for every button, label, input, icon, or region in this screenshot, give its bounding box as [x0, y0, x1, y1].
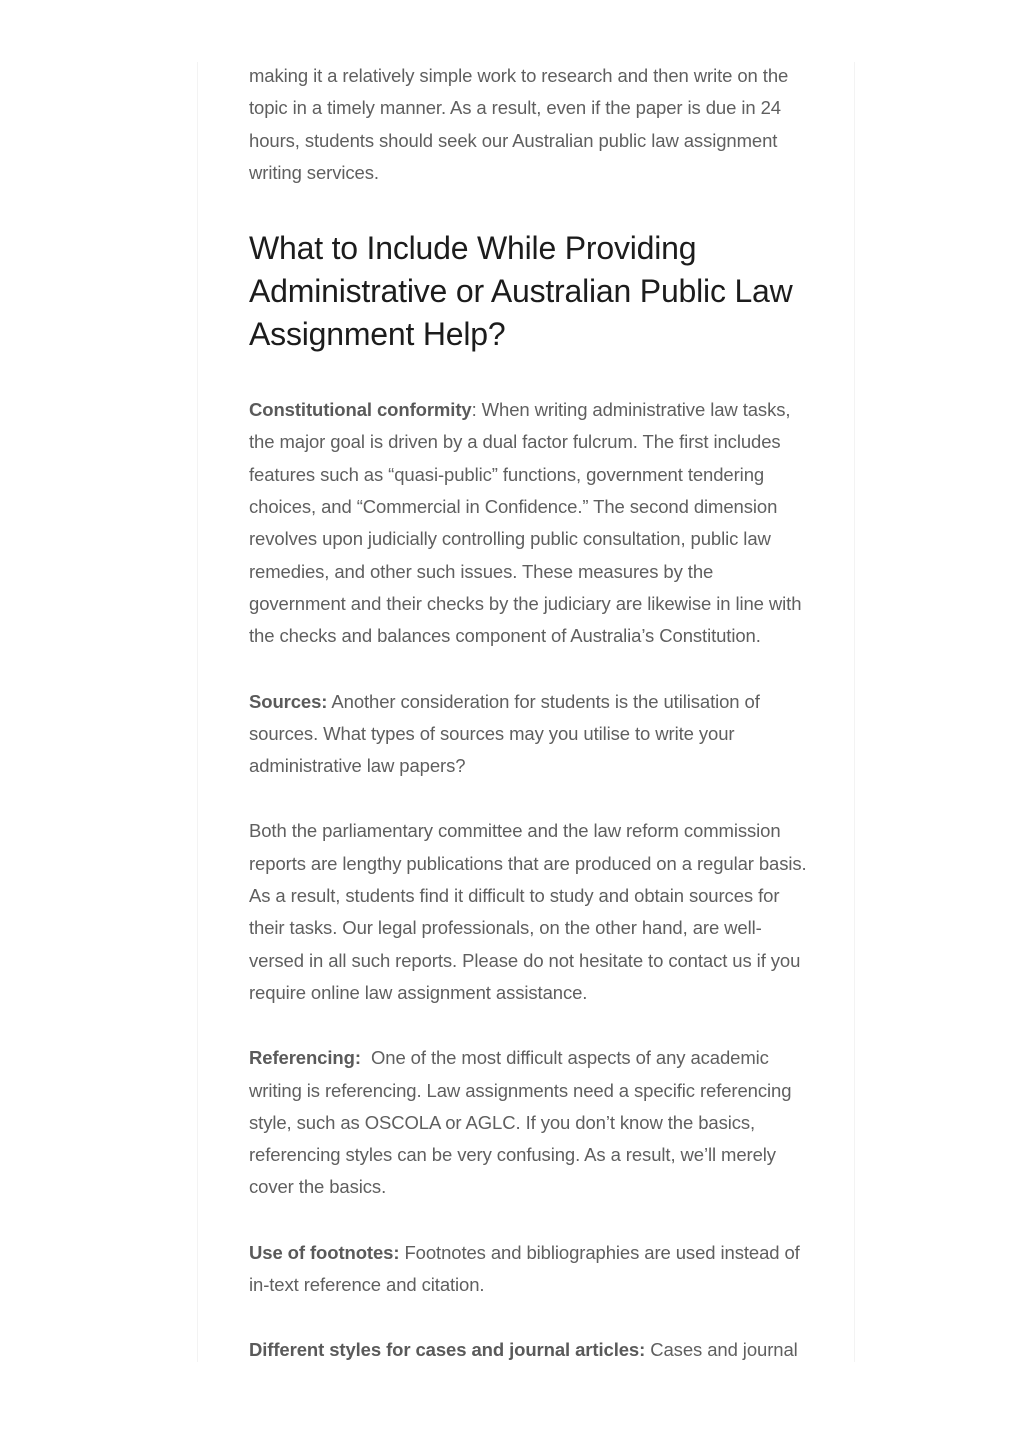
intro-paragraph: making it a relatively simple work to research and then write on the topic in a timely manner. As a result, even if the paper is due in 24 hours, students should seek our Australian public law assignment writing services.	[249, 65, 789, 183]
paragraph-constitutional-conformity	[249, 394, 809, 652]
article-body	[249, 60, 809, 1400]
label-sources: Sources:	[249, 690, 328, 712]
paragraph-referencing	[249, 1042, 809, 1203]
paragraph-sources	[249, 686, 809, 783]
label-different-styles: Different styles for cases and journal articles:	[249, 1339, 646, 1361]
paragraph-reports: Both the parliamentary committee and the law reform commission reports are lengthy publications that are produced on a regular basis. As a result, students find it difficult to study and obtain sources for their tasks. Our legal professionals, on the other hand, are well-versed in all such reports. Please do not hesitate to contact us if you require online law assignment assistance.	[249, 820, 807, 1003]
paragraph-footnotes	[249, 1237, 809, 1302]
paragraph-different-styles	[249, 1334, 809, 1366]
label-referencing: Referencing:	[249, 1047, 361, 1069]
text-constitutional-conformity: : When writing administrative law tasks, the major goal is driven by a dual factor fulcrum. The first includes features such as “quasi-public” functions, government tendering choices, and “Commercial in Confidence.” The second dimension revolves upon judicially controlling public consultation, public law remedies, and other such issues. These measures by the government and their checks by the judiciary are likewise in line with the checks and balances component of Australia’s Constitution.	[249, 399, 802, 647]
label-constitutional-conformity: Constitutional conformity	[249, 399, 472, 421]
text-referencing: One of the most difficult aspects of any academic writing is referencing. Law assignments need a specific referencing style, such as OSCOLA or AGLC. If you don’t know the basics, referencing styles can be very confusing. As a result, we’ll merely cover the basics.	[249, 1047, 797, 1198]
text-footnotes: Footnotes and bibliographies are used instead of in-text reference and citation.	[249, 1241, 800, 1296]
label-footnotes: Use of footnotes:	[249, 1241, 400, 1263]
text-sources: Another consideration for students is the utilisation of sources. What types of sources may you utilise to write your administrative law papers?	[249, 690, 760, 777]
section-heading: What to Include While Providing Administrative or Australian Public Law Assignment Help?	[249, 230, 793, 353]
text-different-styles: Cases and journal	[645, 1339, 798, 1361]
